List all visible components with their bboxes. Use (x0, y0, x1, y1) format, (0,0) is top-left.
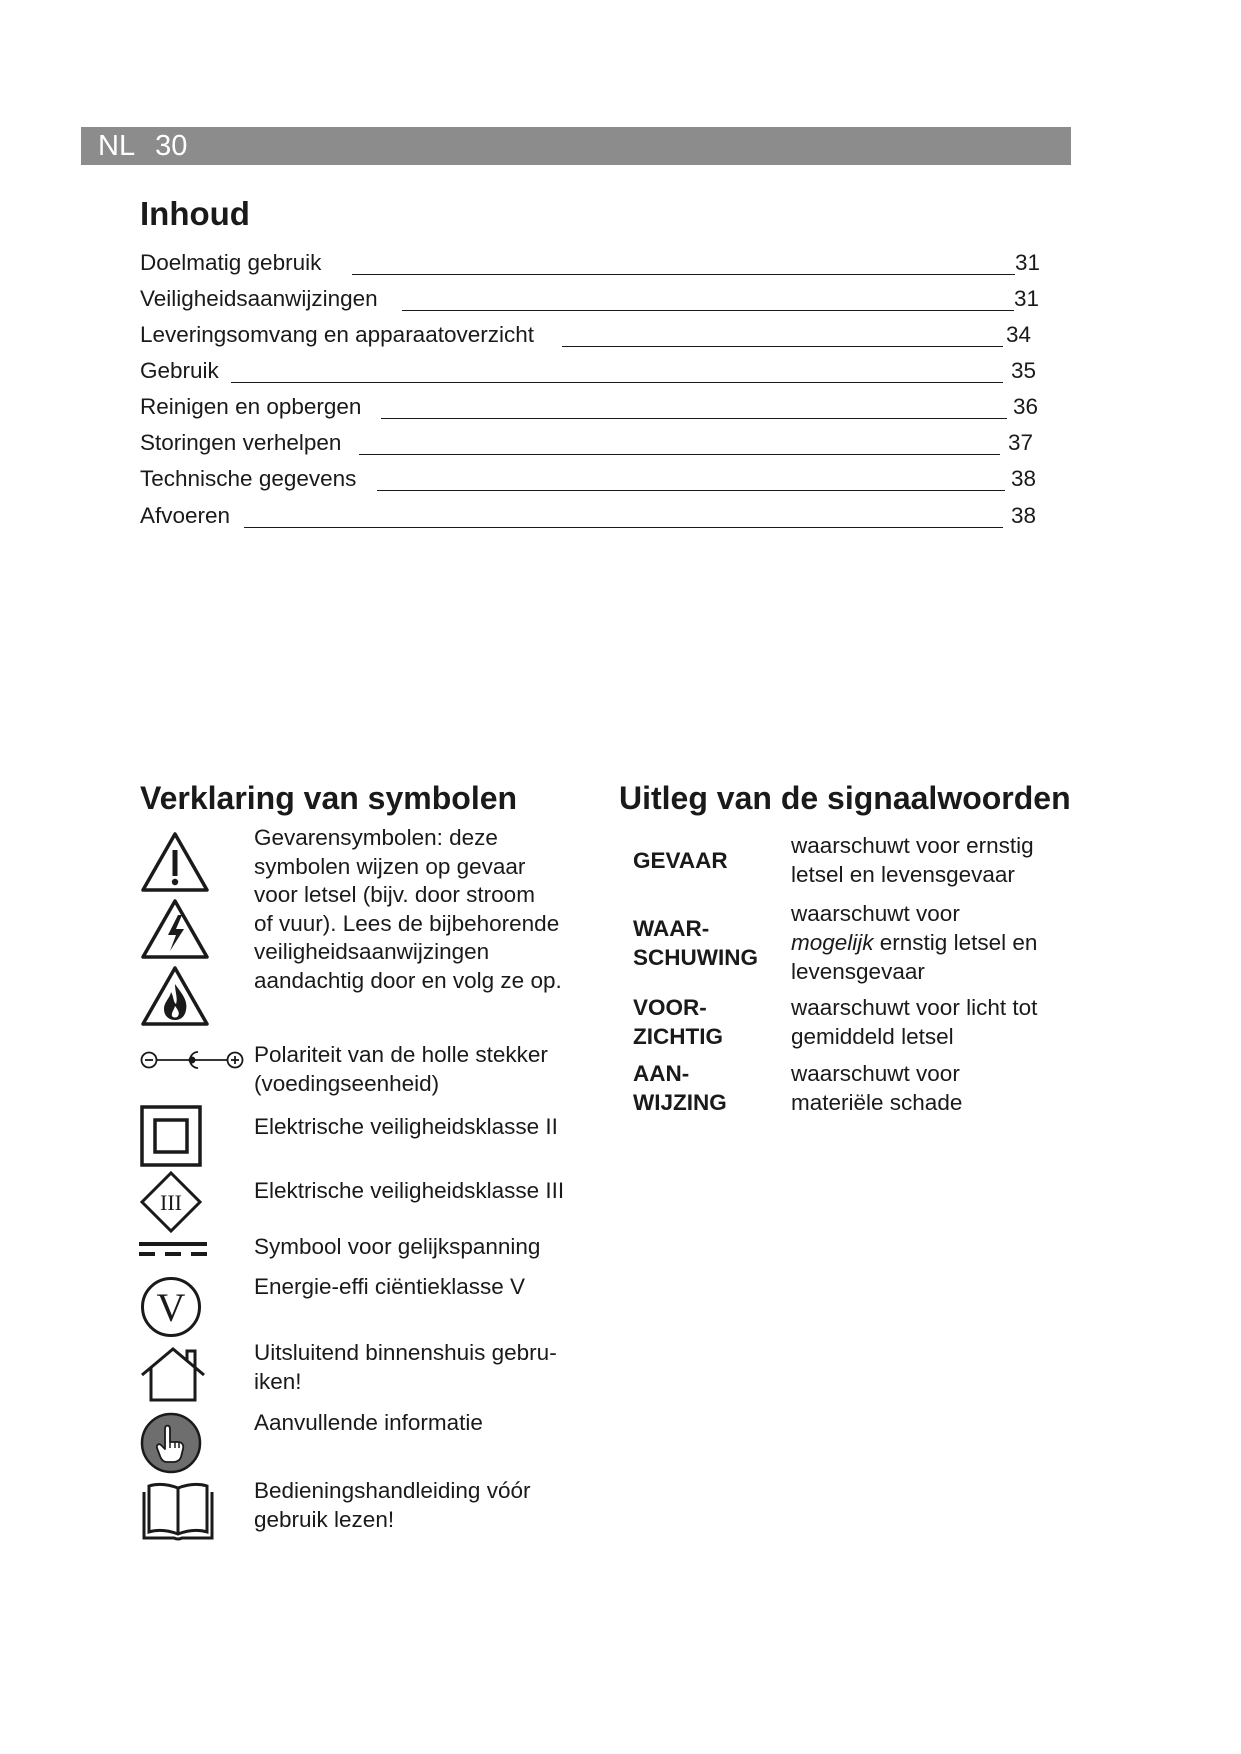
general-warning-icon (143, 834, 207, 890)
toc-leader (402, 310, 1014, 311)
text-line: Uitsluitend binnenshuis gebru- (254, 1340, 557, 1365)
language-code: NL (98, 130, 136, 162)
polarity-description (254, 1041, 548, 1098)
text-line: Polariteit van de holle stekker (254, 1042, 548, 1067)
page-header-bar (81, 127, 1071, 165)
toc-item (140, 284, 1045, 314)
signal-word-aanwijzing: AAN- WIJZING (633, 1061, 727, 1115)
toc-item-label: Technische gegevens (140, 466, 357, 491)
toc-item (140, 248, 1045, 278)
safety-class-2-description (254, 1113, 558, 1142)
emphasis-word: mogelijk (791, 930, 874, 955)
text-line: Symbool voor gelijkspanning (254, 1234, 541, 1259)
text-line: waarschuwt voor ernstig (791, 833, 1034, 858)
text-line: of vuur). Lees de bijbehorende (254, 910, 560, 936)
signal-desc-waarschuwing (791, 899, 1037, 986)
text-line: Elektrische veiligheidsklasse III (254, 1178, 565, 1203)
text-line: Bedieningshandleiding vóór (254, 1478, 531, 1503)
indoor-use-description (254, 1339, 557, 1396)
text-line (791, 928, 1037, 957)
toc-item-label: Veiligheidsaanwijzingen (140, 286, 378, 311)
efficiency-class-v-icon (140, 1276, 202, 1338)
text-line: gemiddeld letsel (791, 1024, 954, 1049)
toc-item-label: Doelmatig gebruik (140, 250, 322, 275)
fire-hazard-icon (143, 968, 207, 1024)
text-line: gebruik lezen! (254, 1506, 395, 1532)
signal-word-gevaar: GEVAAR (633, 848, 728, 873)
text-line: voor letsel (bijv. door stroom (254, 882, 535, 907)
toc-item-label: Afvoeren (140, 503, 231, 528)
direct-current-icon (139, 1240, 207, 1258)
toc-item-page: 31 (1015, 250, 1041, 275)
toc-item-label: Storingen verhelpen (140, 430, 342, 455)
text-line: letsel en levensgevaar (791, 862, 1015, 887)
text-line: Aanvullende informatie (254, 1410, 483, 1435)
toc-item (140, 501, 1045, 531)
text-fragment: ernstig letsel en (873, 930, 1038, 955)
toc-item-page: 37 (1008, 430, 1034, 455)
toc-item (140, 392, 1045, 422)
text-line: Elektrische veiligheidsklasse II (254, 1114, 558, 1139)
toc-leader (377, 490, 1005, 491)
manual-book-icon (140, 1480, 216, 1542)
toc-leader (381, 418, 1007, 419)
text-line: symbolen wijzen op gevaar (254, 853, 526, 879)
efficiency-class-description (254, 1273, 525, 1302)
signals-title: Uitleg van de signaalwoorden (619, 780, 1071, 816)
safety-class-3-icon (139, 1170, 203, 1234)
text-line: iken! (254, 1368, 302, 1394)
indoor-use-icon (139, 1345, 207, 1403)
toc-item (140, 320, 1045, 350)
toc-leader (231, 382, 1003, 383)
text-line: waarschuwt voor (791, 901, 960, 926)
text-line: materiële schade (791, 1090, 963, 1115)
toc-item-label: Reinigen en opbergen (140, 394, 362, 419)
toc-item-page: 35 (1011, 358, 1037, 383)
toc-item (140, 464, 1045, 494)
efficiency-letter: V (156, 1285, 186, 1330)
class-3-mark: III (160, 1190, 182, 1215)
toc-item (140, 428, 1045, 458)
manual-description (254, 1477, 530, 1534)
page-number: 30 (155, 130, 188, 162)
toc-leader (244, 527, 1003, 528)
text-line: waarschuwt voor (791, 1061, 960, 1086)
toc-item-page: 31 (1014, 286, 1040, 311)
polarity-icon (140, 1048, 244, 1072)
toc-leader (359, 454, 1000, 455)
toc-leader (352, 274, 1015, 275)
text-line: waarschuwt voor licht tot (791, 995, 1038, 1020)
text-line: veiligheidsaanwijzingen (254, 939, 490, 964)
toc-leader (562, 346, 1003, 347)
direct-current-description (254, 1233, 540, 1262)
safety-class-2-icon (140, 1105, 202, 1167)
symbols-title: Verklaring van symbolen (140, 780, 518, 816)
toc-item-page: 36 (1013, 394, 1039, 419)
hazard-triangle-icons (140, 830, 210, 1030)
additional-info-description (254, 1409, 483, 1438)
text-line: aandachtig door en volg ze op. (254, 967, 562, 993)
electric-hazard-icon (143, 901, 207, 957)
signal-desc-gevaar (791, 831, 1034, 889)
safety-class-3-description (254, 1177, 564, 1206)
toc-item-page: 38 (1011, 466, 1037, 491)
signal-word-voorzichtig: VOOR- ZICHTIG (633, 995, 723, 1049)
text-line: (voedingseenheid) (254, 1070, 440, 1096)
signal-desc-voorzichtig (791, 993, 1037, 1051)
text-line: levensgevaar (791, 959, 925, 984)
toc-item-label: Gebruik (140, 358, 219, 383)
toc-item (140, 356, 1045, 386)
toc-title: Inhoud (140, 195, 250, 232)
text-line: Energie-effi ciëntieklasse V (254, 1274, 525, 1299)
text-line: Gevarensymbolen: deze (254, 825, 498, 850)
toc-item-page: 38 (1011, 503, 1037, 528)
toc-item-page: 34 (1006, 322, 1032, 347)
signal-desc-aanwijzing (791, 1059, 962, 1117)
info-hand-icon (140, 1412, 202, 1474)
signal-word-waarschuwing: WAAR- SCHUWING (633, 916, 758, 970)
toc-item-label: Leveringsomvang en apparaatoverzicht (140, 322, 534, 347)
hazard-symbols-description (254, 824, 562, 995)
